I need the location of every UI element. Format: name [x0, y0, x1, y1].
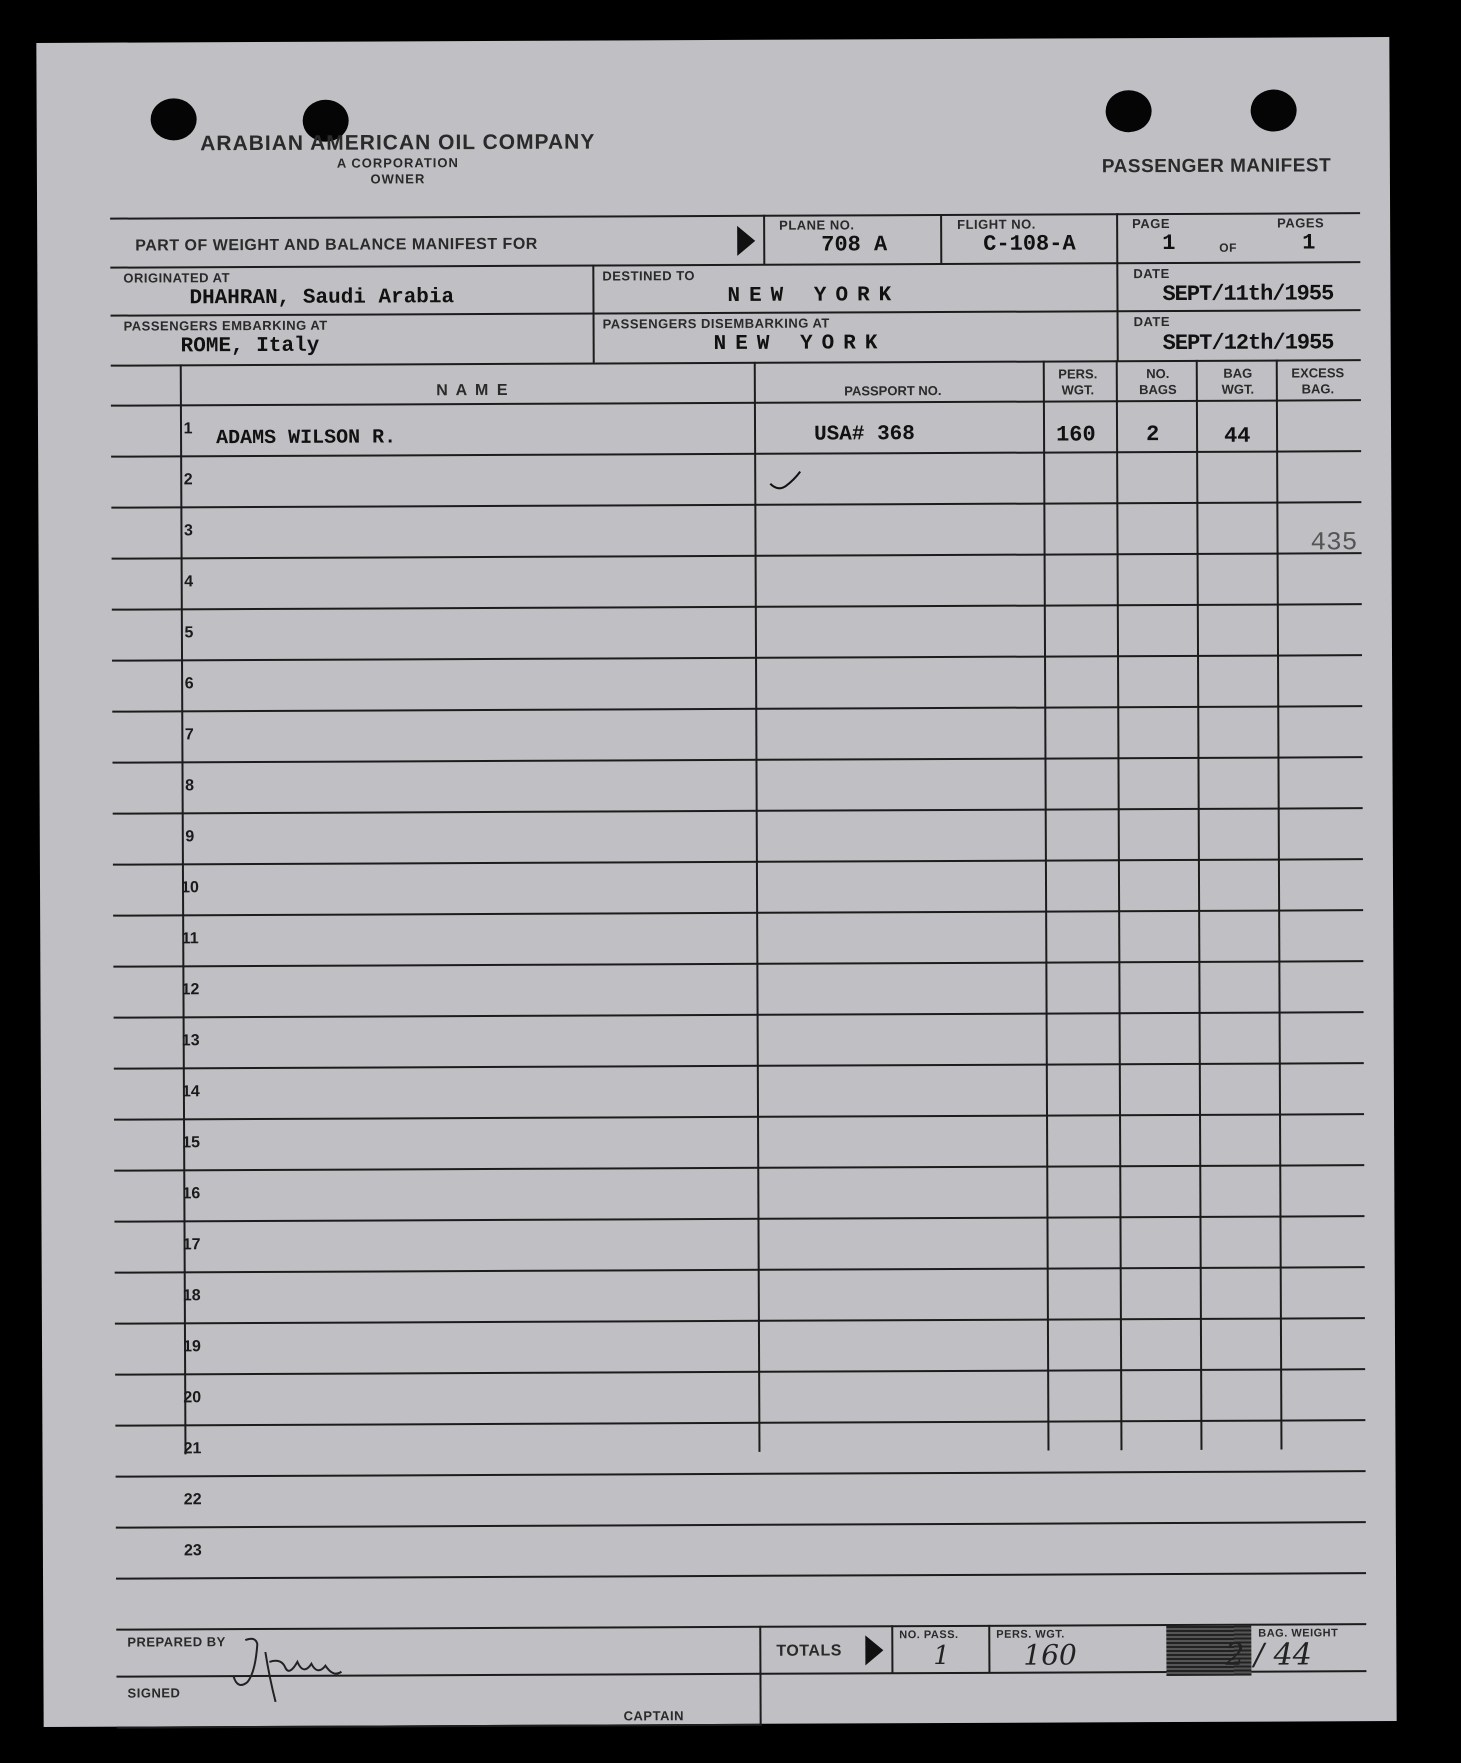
totals-label: TOTALS: [776, 1642, 842, 1660]
plane-no-value: 708 A: [821, 232, 888, 258]
pers-wgt-total-label: PERS. WGT.: [996, 1628, 1065, 1641]
passport-value: USA# 368: [814, 423, 915, 447]
embarking-label: PASSENGERS EMBARKING AT: [123, 317, 328, 334]
bag-weight-value: 2 / 44: [1225, 1637, 1312, 1673]
row-number: 4: [184, 573, 194, 591]
row-number: 16: [182, 1185, 201, 1203]
row-divider: [116, 1470, 1366, 1477]
row-number: 11: [181, 930, 199, 948]
pers-wgt-total-value: 160: [1023, 1638, 1077, 1672]
arrow-right-icon: [865, 1635, 883, 1665]
page-label: PAGE: [1132, 216, 1171, 232]
row-divider: [112, 756, 1362, 763]
divider: [940, 214, 942, 264]
date1-value: SEPT/11th/1955: [1162, 281, 1334, 308]
col-header-excess-line2: BAG.: [1301, 381, 1335, 397]
of-label: OF: [1219, 240, 1237, 255]
col-header-excess-line1: EXCESS: [1291, 365, 1345, 381]
row-divider: [114, 1062, 1364, 1069]
disembarking-label: PASSENGERS DISEMBARKING AT: [602, 315, 830, 332]
row-divider: [114, 1011, 1364, 1018]
divider: [1276, 360, 1283, 1450]
prepared-by-label: PREPARED BY: [127, 1634, 226, 1650]
no-bags-value: 2: [1145, 422, 1160, 448]
row-number: 9: [185, 828, 195, 846]
col-header-passport: PASSPORT NO.: [844, 383, 942, 399]
destined-label: DESTINED TO: [602, 268, 696, 284]
row-number: 17: [182, 1236, 201, 1254]
row-divider: [113, 909, 1363, 916]
signed-label: SIGNED: [127, 1685, 181, 1701]
row-number: 19: [183, 1338, 201, 1356]
divider: [592, 265, 594, 363]
row-number: 12: [181, 981, 200, 999]
row-number: 10: [181, 879, 199, 897]
disembarking-value: NEW YORK: [713, 332, 887, 357]
divider: [110, 212, 1360, 219]
row-divider: [114, 1113, 1364, 1120]
col-header-pers-wgt-line2: WGT.: [1061, 382, 1095, 398]
arrow-right-icon: [737, 226, 755, 256]
row-divider: [112, 603, 1362, 610]
row-divider: [113, 858, 1363, 865]
row-number: 7: [184, 726, 194, 744]
divider: [1116, 360, 1123, 1450]
passenger-name: ADAMS WILSON R.: [216, 426, 397, 451]
divider: [891, 1625, 893, 1673]
row-divider: [113, 960, 1363, 967]
originated-label: ORIGINATED AT: [123, 270, 231, 286]
row-divider: [113, 807, 1363, 814]
flight-no-label: FLIGHT NO.: [957, 216, 1036, 232]
company-name: ARABIAN AMERICAN OIL COMPANY: [200, 130, 596, 156]
company-subtitle: A CORPORATION: [336, 155, 459, 171]
date1-label: DATE: [1133, 266, 1170, 282]
divider: [763, 215, 765, 265]
captain-label: CAPTAIN: [623, 1708, 684, 1724]
row-divider: [116, 1521, 1366, 1528]
row-number: 23: [183, 1542, 202, 1560]
row-number: 3: [183, 522, 193, 540]
divider: [988, 1625, 990, 1673]
row-divider: [115, 1266, 1365, 1273]
company-owner: OWNER: [370, 171, 426, 187]
row-number: 20: [183, 1389, 202, 1407]
punch-hole: [1106, 90, 1152, 132]
bag-weight-label: BAG. WEIGHT: [1258, 1627, 1339, 1640]
divider: [754, 362, 761, 1452]
divider: [110, 261, 1360, 268]
row-number: 2: [183, 471, 193, 489]
row-divider: [111, 501, 1361, 508]
col-header-pers-wgt-line1: PERS.: [1058, 366, 1098, 382]
row-divider: [114, 1215, 1364, 1222]
col-header-bag-wgt-line2: WGT.: [1221, 381, 1255, 397]
date2-value: SEPT/12th/1955: [1162, 330, 1334, 357]
row-number: 18: [182, 1287, 201, 1305]
row-number: 13: [181, 1032, 200, 1050]
company-header: [163, 130, 633, 188]
embarking-value: ROME, Italy: [180, 334, 320, 359]
row-divider: [112, 552, 1362, 559]
divider: [1196, 360, 1203, 1450]
punch-hole: [1251, 89, 1297, 131]
col-header-bag-wgt-line1: BAG: [1223, 365, 1253, 381]
row-number: 6: [184, 675, 194, 693]
row-divider: [112, 705, 1362, 712]
manifest-sheet: [36, 37, 1396, 1727]
row-number: 5: [184, 624, 194, 642]
col-header-bag-wgt: [1198, 366, 1278, 398]
row-divider: [114, 1164, 1364, 1171]
no-pass-label: NO. PASS.: [899, 1628, 959, 1642]
pers-wgt-value: 160: [1055, 422, 1096, 448]
form-title: PASSENGER MANIFEST: [1101, 155, 1332, 178]
row-number: 14: [181, 1083, 200, 1101]
row-number: 8: [185, 777, 195, 795]
row-number: 22: [183, 1491, 202, 1509]
row-number: 21: [183, 1440, 202, 1458]
divider: [759, 1626, 761, 1726]
page-value: 1: [1162, 230, 1176, 257]
row-divider: [111, 450, 1361, 457]
row-divider: [116, 1572, 1366, 1579]
row-divider: [115, 1419, 1365, 1426]
divider: [1116, 213, 1119, 361]
row-number: 15: [182, 1134, 201, 1152]
row-divider: [111, 399, 1361, 406]
pages-label: PAGES: [1277, 215, 1325, 231]
date2-label: DATE: [1133, 314, 1171, 330]
signature-icon: [225, 1632, 355, 1713]
col-header-no-bags: [1118, 366, 1198, 398]
checkmark-icon: [768, 470, 802, 492]
row-number: 1: [183, 420, 193, 438]
col-header-name: N A M E: [436, 381, 510, 400]
col-header-excess: [1278, 365, 1358, 397]
bag-wgt-value: 44: [1224, 423, 1251, 449]
col-header-pers-wgt: [1043, 366, 1113, 398]
row-divider: [115, 1317, 1365, 1324]
margin-note: 435: [1310, 527, 1358, 558]
flight-no-value: C-108-A: [983, 231, 1076, 257]
manifest-for-label: PART OF WEIGHT AND BALANCE MANIFEST FOR: [135, 235, 538, 255]
divider: [1043, 361, 1050, 1451]
row-divider: [115, 1368, 1365, 1375]
plane-no-label: PLANE NO.: [779, 217, 855, 233]
destined-value: NEW YORK: [727, 284, 901, 308]
row-divider: [112, 654, 1362, 661]
col-header-no-bags-line2: BAGS: [1139, 381, 1177, 398]
pages-value: 1: [1302, 230, 1316, 256]
originated-value: DHAHRAN, Saudi Arabia: [189, 286, 455, 311]
divider: [117, 1724, 762, 1729]
col-header-no-bags-line1: NO.: [1146, 366, 1170, 382]
no-pass-value: 1: [933, 1640, 950, 1672]
